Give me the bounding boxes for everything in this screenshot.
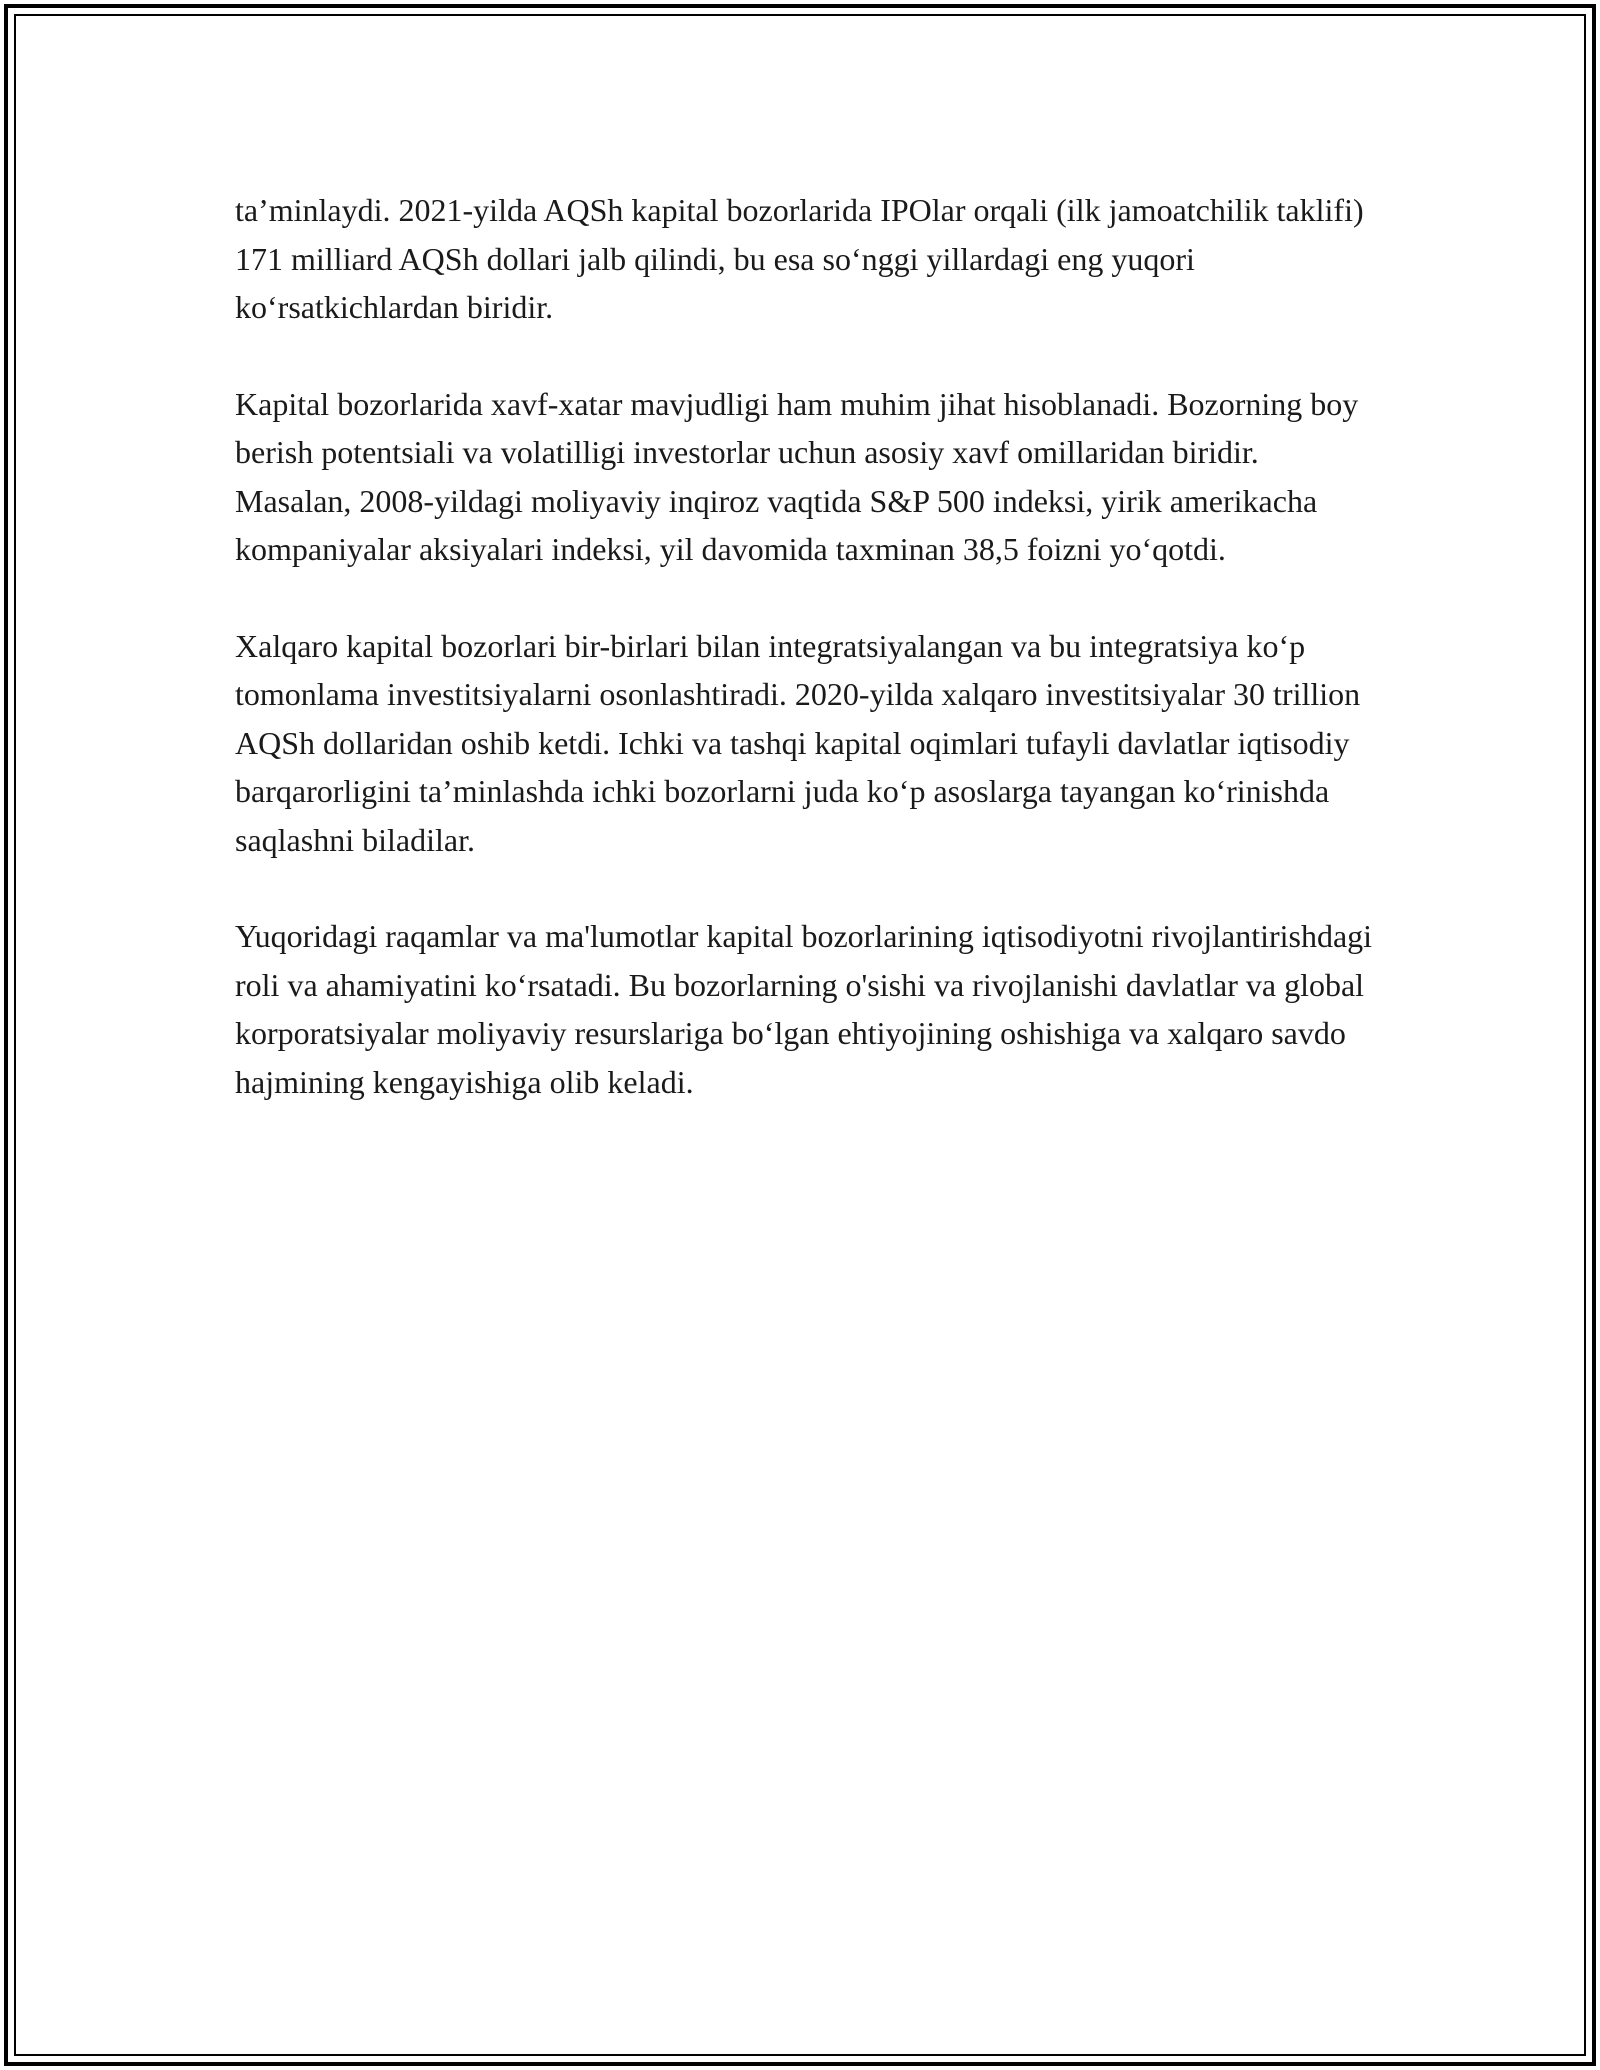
paragraph-international-markets: Xalqaro kapital bozorlari bir-birlari bilan integratsiyalangan va bu integratsiya ko‘p tomonlama investitsiyalarni osonlashtiradi. 2020-yilda xalqaro investitsiyalar 30 trillion AQSh dollaridan oshib ketdi. Ichki va tashqi kapital oqimlari tufayli davlatlar iqtisodiy barqarorligini ta’minlashda ichki bozorlarni juda ko‘p asoslarga tayangan ko‘rinishda saqlashni biladilar. — [235, 627, 1361, 858]
paragraph-conclusion: Yuqoridagi raqamlar va ma'lumotlar kapital bozorlarining iqtisodiyotni rivojlantirishdagi roli va ahamiyatini ko‘rsatadi. Bu bozorlarning o'sishi va rivojlanishi davlatlar va global korporatsiyalar moliyaviy resurslariga bo‘lgan ehtiyojining oshishiga va xalqaro savdo hajmining kengayishiga olib keladi. — [235, 918, 1373, 1100]
paragraph-ipo-statistics: ta’minlaydi. 2021-yilda AQSh kapital bozorlarida IPOlar orqali (ilk jamoatchilik taklifi) 171 milliard AQSh dollari jalb qilindi, bu esa so‘nggi yillardagi eng yuqori ko‘rsatkichlardan biridir. — [235, 192, 1364, 325]
document-body — [235, 186, 1375, 1154]
paragraph-market-risk: Kapital bozorlarida xavf-xatar mavjudligi ham muhim jihat hisoblanadi. Bozorning boy berish potentsiali va volatilligi investorlar uchun asosiy xavf omillaridan biridir. Masalan, 2008-yildagi moliyaviy inqiroz vaqtida S&P 500 indeksi, yirik amerikacha kompaniyalar aksiyalari indeksi, yil davomida taxminan 38,5 foizni yo‘qotdi. — [235, 385, 1359, 567]
